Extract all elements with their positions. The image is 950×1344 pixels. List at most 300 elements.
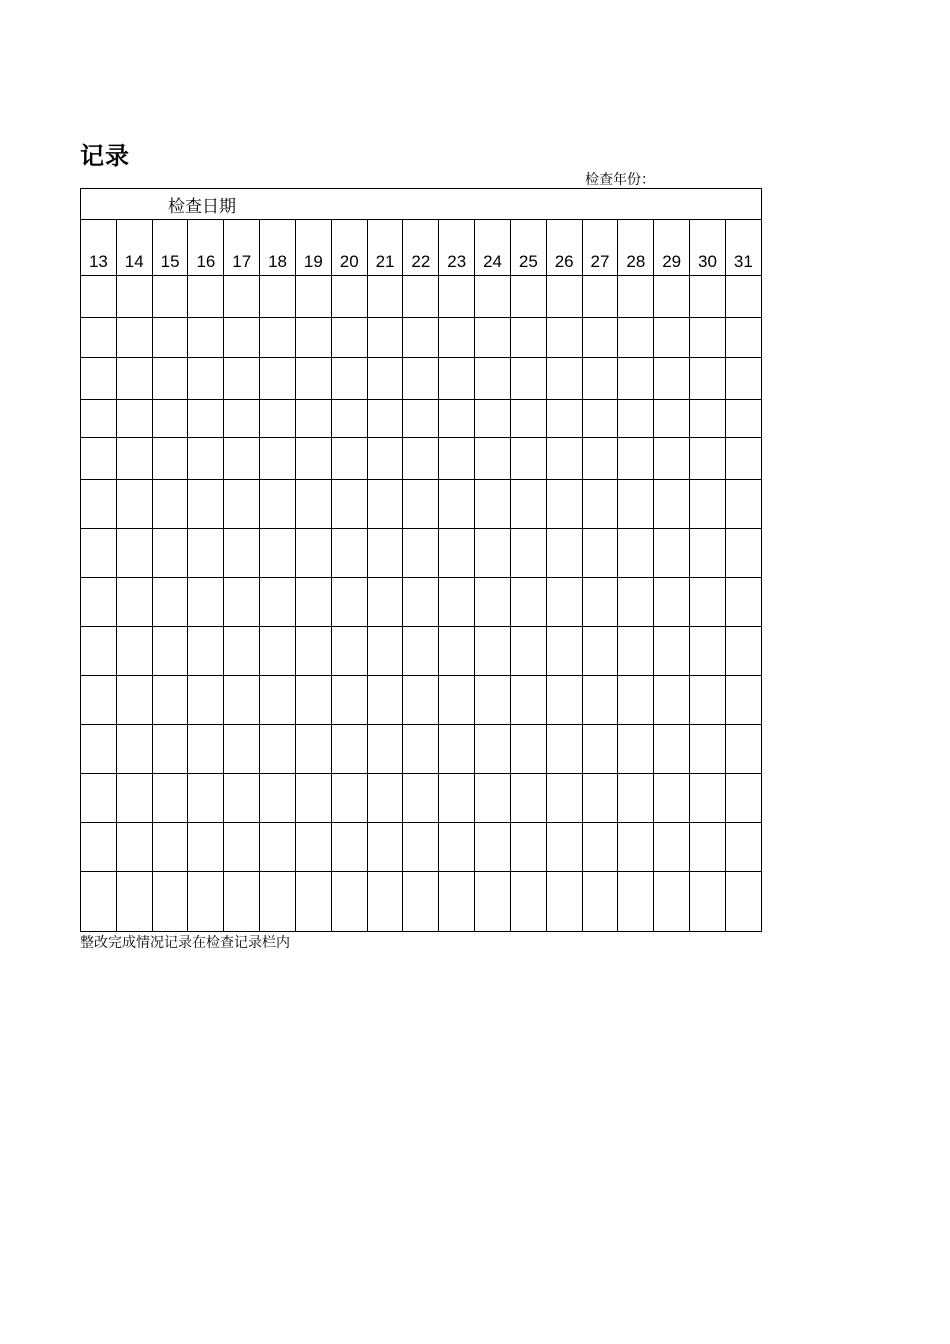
- record-cell[interactable]: [546, 823, 582, 872]
- record-cell[interactable]: [116, 725, 152, 774]
- record-cell[interactable]: [546, 400, 582, 438]
- record-cell[interactable]: [403, 872, 439, 932]
- record-cell[interactable]: [403, 480, 439, 529]
- record-cell[interactable]: [510, 627, 546, 676]
- record-cell[interactable]: [116, 276, 152, 318]
- record-row: [81, 480, 762, 529]
- record-cell[interactable]: [403, 318, 439, 358]
- record-cell[interactable]: [475, 480, 511, 529]
- record-cell[interactable]: [618, 529, 654, 578]
- record-cell[interactable]: [260, 358, 296, 400]
- record-cell[interactable]: [152, 438, 188, 480]
- record-cell[interactable]: [260, 823, 296, 872]
- day-number-cell: 20: [331, 220, 367, 276]
- day-number-cell: 13: [81, 220, 117, 276]
- record-cell[interactable]: [510, 676, 546, 725]
- record-cell[interactable]: [260, 627, 296, 676]
- record-cell[interactable]: [690, 318, 726, 358]
- record-cell[interactable]: [654, 823, 690, 872]
- record-cell[interactable]: [81, 400, 117, 438]
- record-cell[interactable]: [618, 438, 654, 480]
- record-cell[interactable]: [510, 578, 546, 627]
- record-cell[interactable]: [116, 529, 152, 578]
- record-cell[interactable]: [81, 358, 117, 400]
- day-number-cell: 15: [152, 220, 188, 276]
- record-cell[interactable]: [690, 578, 726, 627]
- day-number-cell: 23: [439, 220, 475, 276]
- record-cell[interactable]: [690, 529, 726, 578]
- record-cell[interactable]: [188, 276, 224, 318]
- record-cell[interactable]: [367, 725, 403, 774]
- day-number-cell: 16: [188, 220, 224, 276]
- record-cell[interactable]: [510, 400, 546, 438]
- inspection-date-header: 检查日期: [81, 189, 762, 220]
- record-cell[interactable]: [439, 529, 475, 578]
- record-row: [81, 318, 762, 358]
- record-cell[interactable]: [260, 872, 296, 932]
- record-cell[interactable]: [224, 358, 260, 400]
- day-number-cell: 22: [403, 220, 439, 276]
- record-cell[interactable]: [152, 400, 188, 438]
- record-cell[interactable]: [295, 438, 331, 480]
- record-cell[interactable]: [81, 276, 117, 318]
- day-number-cell: 19: [295, 220, 331, 276]
- record-cell[interactable]: [116, 823, 152, 872]
- record-cell[interactable]: [81, 578, 117, 627]
- record-cell[interactable]: [81, 676, 117, 725]
- record-cell[interactable]: [618, 318, 654, 358]
- record-cell[interactable]: [654, 774, 690, 823]
- page-title: 记录: [80, 142, 130, 170]
- record-cell[interactable]: [260, 725, 296, 774]
- record-cell[interactable]: [618, 774, 654, 823]
- record-cell[interactable]: [475, 529, 511, 578]
- record-cell[interactable]: [690, 400, 726, 438]
- record-cell[interactable]: [725, 774, 761, 823]
- record-cell[interactable]: [439, 725, 475, 774]
- record-cell[interactable]: [582, 400, 618, 438]
- record-cell[interactable]: [295, 578, 331, 627]
- record-cell[interactable]: [725, 578, 761, 627]
- record-cell[interactable]: [654, 480, 690, 529]
- record-cell[interactable]: [331, 318, 367, 358]
- record-cell[interactable]: [690, 480, 726, 529]
- record-cell[interactable]: [152, 774, 188, 823]
- record-cell[interactable]: [224, 725, 260, 774]
- record-cell[interactable]: [188, 358, 224, 400]
- record-cell[interactable]: [510, 276, 546, 318]
- day-number-cell: 24: [475, 220, 511, 276]
- record-cell[interactable]: [546, 872, 582, 932]
- record-cell[interactable]: [654, 358, 690, 400]
- record-cell[interactable]: [260, 578, 296, 627]
- record-cell[interactable]: [439, 276, 475, 318]
- record-cell[interactable]: [403, 627, 439, 676]
- record-cell[interactable]: [725, 358, 761, 400]
- record-cell[interactable]: [439, 823, 475, 872]
- day-number-cell: 25: [510, 220, 546, 276]
- day-number-cell: 17: [224, 220, 260, 276]
- record-cell[interactable]: [188, 318, 224, 358]
- record-cell[interactable]: [367, 872, 403, 932]
- record-cell[interactable]: [331, 480, 367, 529]
- record-cell[interactable]: [690, 627, 726, 676]
- record-cell[interactable]: [725, 318, 761, 358]
- record-cell[interactable]: [152, 358, 188, 400]
- record-cell[interactable]: [403, 725, 439, 774]
- record-cell[interactable]: [546, 627, 582, 676]
- record-cell[interactable]: [224, 276, 260, 318]
- record-cell[interactable]: [725, 400, 761, 438]
- record-cell[interactable]: [116, 578, 152, 627]
- record-cell[interactable]: [403, 578, 439, 627]
- record-cell[interactable]: [582, 823, 618, 872]
- record-cell[interactable]: [618, 400, 654, 438]
- record-cell[interactable]: [546, 774, 582, 823]
- record-cell[interactable]: [295, 774, 331, 823]
- record-cell[interactable]: [403, 400, 439, 438]
- record-cell[interactable]: [654, 438, 690, 480]
- record-cell[interactable]: [260, 774, 296, 823]
- record-cell[interactable]: [510, 774, 546, 823]
- record-cell[interactable]: [152, 480, 188, 529]
- record-cell[interactable]: [116, 872, 152, 932]
- day-number-cell: 27: [582, 220, 618, 276]
- record-cell[interactable]: [116, 676, 152, 725]
- record-cell[interactable]: [475, 823, 511, 872]
- record-cell[interactable]: [690, 823, 726, 872]
- record-cell[interactable]: [439, 480, 475, 529]
- record-cell[interactable]: [224, 872, 260, 932]
- record-cell[interactable]: [188, 529, 224, 578]
- record-cell[interactable]: [116, 627, 152, 676]
- record-cell[interactable]: [546, 578, 582, 627]
- record-cell[interactable]: [475, 725, 511, 774]
- record-cell[interactable]: [546, 358, 582, 400]
- record-cell[interactable]: [582, 676, 618, 725]
- record-cell[interactable]: [475, 627, 511, 676]
- record-cell[interactable]: [260, 400, 296, 438]
- record-cell[interactable]: [188, 676, 224, 725]
- record-cell[interactable]: [690, 438, 726, 480]
- day-number-row: [81, 220, 762, 276]
- record-cell[interactable]: [654, 529, 690, 578]
- record-cell[interactable]: [510, 438, 546, 480]
- record-cell[interactable]: [224, 578, 260, 627]
- record-cell[interactable]: [510, 318, 546, 358]
- record-row: [81, 400, 762, 438]
- record-cell[interactable]: [582, 438, 618, 480]
- record-cell[interactable]: [439, 676, 475, 725]
- record-cell[interactable]: [295, 318, 331, 358]
- record-cell[interactable]: [475, 276, 511, 318]
- record-cell[interactable]: [331, 276, 367, 318]
- record-cell[interactable]: [295, 872, 331, 932]
- record-cell[interactable]: [690, 358, 726, 400]
- record-cell[interactable]: [81, 529, 117, 578]
- record-cell[interactable]: [116, 318, 152, 358]
- record-cell[interactable]: [475, 774, 511, 823]
- record-cell[interactable]: [188, 480, 224, 529]
- record-cell[interactable]: [260, 438, 296, 480]
- record-cell[interactable]: [618, 823, 654, 872]
- record-cell[interactable]: [188, 872, 224, 932]
- record-cell[interactable]: [188, 774, 224, 823]
- record-row: [81, 578, 762, 627]
- record-cell[interactable]: [582, 529, 618, 578]
- record-cell[interactable]: [331, 627, 367, 676]
- record-cell[interactable]: [510, 529, 546, 578]
- record-cell[interactable]: [582, 276, 618, 318]
- record-cell[interactable]: [654, 578, 690, 627]
- record-cell[interactable]: [690, 774, 726, 823]
- record-cell[interactable]: [295, 480, 331, 529]
- record-cell[interactable]: [224, 627, 260, 676]
- record-cell[interactable]: [81, 318, 117, 358]
- record-cell[interactable]: [152, 578, 188, 627]
- record-cell[interactable]: [260, 480, 296, 529]
- record-cell[interactable]: [152, 676, 188, 725]
- record-cell[interactable]: [439, 438, 475, 480]
- record-cell[interactable]: [116, 480, 152, 529]
- record-cell[interactable]: [116, 358, 152, 400]
- record-cell[interactable]: [403, 276, 439, 318]
- record-cell[interactable]: [367, 438, 403, 480]
- record-cell[interactable]: [331, 438, 367, 480]
- record-cell[interactable]: [510, 725, 546, 774]
- record-cell[interactable]: [475, 318, 511, 358]
- record-cell[interactable]: [475, 358, 511, 400]
- record-cell[interactable]: [367, 480, 403, 529]
- record-cell[interactable]: [224, 529, 260, 578]
- record-cell[interactable]: [690, 676, 726, 725]
- record-cell[interactable]: [331, 725, 367, 774]
- record-cell[interactable]: [510, 872, 546, 932]
- record-cell[interactable]: [224, 823, 260, 872]
- record-row: [81, 627, 762, 676]
- record-cell[interactable]: [654, 872, 690, 932]
- record-cell[interactable]: [654, 627, 690, 676]
- record-cell[interactable]: [116, 400, 152, 438]
- record-cell[interactable]: [367, 823, 403, 872]
- record-cell[interactable]: [618, 578, 654, 627]
- record-cell[interactable]: [367, 627, 403, 676]
- day-number-cell: 26: [546, 220, 582, 276]
- record-cell[interactable]: [367, 529, 403, 578]
- record-cell[interactable]: [725, 480, 761, 529]
- record-cell[interactable]: [475, 578, 511, 627]
- record-cell[interactable]: [546, 438, 582, 480]
- record-cell[interactable]: [188, 578, 224, 627]
- record-cell[interactable]: [725, 725, 761, 774]
- record-cell[interactable]: [331, 529, 367, 578]
- record-cell[interactable]: [582, 872, 618, 932]
- record-cell[interactable]: [654, 676, 690, 725]
- record-cell[interactable]: [546, 529, 582, 578]
- inspection-record-table: [80, 188, 762, 932]
- record-cell[interactable]: [224, 480, 260, 529]
- record-cell[interactable]: [331, 823, 367, 872]
- record-cell[interactable]: [546, 318, 582, 358]
- record-cell[interactable]: [224, 438, 260, 480]
- record-cell[interactable]: [224, 400, 260, 438]
- record-cell[interactable]: [439, 872, 475, 932]
- record-cell[interactable]: [81, 480, 117, 529]
- record-cell[interactable]: [224, 318, 260, 358]
- record-cell[interactable]: [331, 578, 367, 627]
- record-cell[interactable]: [582, 627, 618, 676]
- record-cell[interactable]: [152, 823, 188, 872]
- record-cell[interactable]: [439, 358, 475, 400]
- record-cell[interactable]: [116, 774, 152, 823]
- record-cell[interactable]: [618, 480, 654, 529]
- record-cell[interactable]: [618, 358, 654, 400]
- day-number-cell: 31: [725, 220, 761, 276]
- record-cell[interactable]: [582, 480, 618, 529]
- record-cell[interactable]: [475, 676, 511, 725]
- record-row: [81, 774, 762, 823]
- record-cell[interactable]: [260, 529, 296, 578]
- record-cell[interactable]: [654, 318, 690, 358]
- record-cell[interactable]: [510, 823, 546, 872]
- record-cell[interactable]: [295, 627, 331, 676]
- record-cell[interactable]: [224, 676, 260, 725]
- record-cell[interactable]: [654, 400, 690, 438]
- record-cell[interactable]: [295, 529, 331, 578]
- record-cell[interactable]: [439, 400, 475, 438]
- footer-note: 整改完成情况记录在检查记录栏内: [80, 935, 290, 951]
- record-cell[interactable]: [475, 438, 511, 480]
- record-cell[interactable]: [81, 627, 117, 676]
- record-cell[interactable]: [582, 318, 618, 358]
- record-cell[interactable]: [403, 774, 439, 823]
- record-cell[interactable]: [81, 872, 117, 932]
- record-cell[interactable]: [690, 725, 726, 774]
- record-cell[interactable]: [367, 276, 403, 318]
- record-cell[interactable]: [654, 276, 690, 318]
- record-cell[interactable]: [260, 676, 296, 725]
- record-cell[interactable]: [188, 823, 224, 872]
- record-cell[interactable]: [295, 676, 331, 725]
- record-cell[interactable]: [81, 725, 117, 774]
- record-cell[interactable]: [582, 358, 618, 400]
- record-cell[interactable]: [81, 823, 117, 872]
- record-cell[interactable]: [81, 438, 117, 480]
- date-header-row: [81, 189, 762, 220]
- record-cell[interactable]: [725, 276, 761, 318]
- record-cell[interactable]: [260, 276, 296, 318]
- record-cell[interactable]: [188, 438, 224, 480]
- record-cell[interactable]: [403, 676, 439, 725]
- record-cell[interactable]: [367, 676, 403, 725]
- record-cell[interactable]: [295, 823, 331, 872]
- record-cell[interactable]: [152, 276, 188, 318]
- record-cell[interactable]: [403, 358, 439, 400]
- record-cell[interactable]: [188, 627, 224, 676]
- record-cell[interactable]: [295, 358, 331, 400]
- record-cell[interactable]: [152, 318, 188, 358]
- record-cell[interactable]: [367, 774, 403, 823]
- record-cell[interactable]: [510, 358, 546, 400]
- record-cell[interactable]: [725, 529, 761, 578]
- record-cell[interactable]: [582, 725, 618, 774]
- record-cell[interactable]: [725, 627, 761, 676]
- record-cell[interactable]: [510, 480, 546, 529]
- record-cell[interactable]: [546, 480, 582, 529]
- day-number-cell: 18: [260, 220, 296, 276]
- record-cell[interactable]: [439, 774, 475, 823]
- record-cell[interactable]: [403, 823, 439, 872]
- record-cell[interactable]: [725, 438, 761, 480]
- day-number-cell: 30: [690, 220, 726, 276]
- record-cell[interactable]: [618, 627, 654, 676]
- record-cell[interactable]: [439, 578, 475, 627]
- record-cell[interactable]: [260, 318, 296, 358]
- record-cell[interactable]: [331, 358, 367, 400]
- record-cell[interactable]: [439, 318, 475, 358]
- record-cell[interactable]: [475, 872, 511, 932]
- record-cell[interactable]: [331, 676, 367, 725]
- record-row: [81, 438, 762, 480]
- record-cell[interactable]: [367, 578, 403, 627]
- record-cell[interactable]: [690, 872, 726, 932]
- record-cell[interactable]: [690, 276, 726, 318]
- day-number-cell: 28: [618, 220, 654, 276]
- record-cell[interactable]: [81, 774, 117, 823]
- record-cell[interactable]: [725, 676, 761, 725]
- record-cell[interactable]: [725, 872, 761, 932]
- day-number-cell: 14: [116, 220, 152, 276]
- record-cell[interactable]: [188, 725, 224, 774]
- record-cell[interactable]: [475, 400, 511, 438]
- record-cell[interactable]: [224, 774, 260, 823]
- record-cell[interactable]: [295, 400, 331, 438]
- record-cell[interactable]: [367, 318, 403, 358]
- record-cell[interactable]: [618, 676, 654, 725]
- record-cell[interactable]: [618, 872, 654, 932]
- record-cell[interactable]: [331, 872, 367, 932]
- day-number-cell: 29: [654, 220, 690, 276]
- record-cell[interactable]: [546, 725, 582, 774]
- record-cell[interactable]: [116, 438, 152, 480]
- record-cell[interactable]: [582, 774, 618, 823]
- record-cell[interactable]: [546, 676, 582, 725]
- record-row: [81, 725, 762, 774]
- record-cell[interactable]: [403, 529, 439, 578]
- record-cell[interactable]: [582, 578, 618, 627]
- record-cell[interactable]: [152, 529, 188, 578]
- record-cell[interactable]: [331, 774, 367, 823]
- record-cell[interactable]: [618, 276, 654, 318]
- record-cell[interactable]: [403, 438, 439, 480]
- record-cell[interactable]: [546, 276, 582, 318]
- record-cell[interactable]: [367, 400, 403, 438]
- record-cell[interactable]: [725, 823, 761, 872]
- record-row: [81, 872, 762, 932]
- record-cell[interactable]: [152, 872, 188, 932]
- record-cell[interactable]: [152, 725, 188, 774]
- inspection-year-label: 检查年份：: [585, 172, 655, 188]
- record-cell[interactable]: [331, 400, 367, 438]
- record-cell[interactable]: [152, 627, 188, 676]
- record-cell[interactable]: [295, 725, 331, 774]
- record-cell[interactable]: [367, 358, 403, 400]
- record-cell[interactable]: [188, 400, 224, 438]
- record-cell[interactable]: [654, 725, 690, 774]
- record-cell[interactable]: [295, 276, 331, 318]
- record-cell[interactable]: [618, 725, 654, 774]
- record-cell[interactable]: [439, 627, 475, 676]
